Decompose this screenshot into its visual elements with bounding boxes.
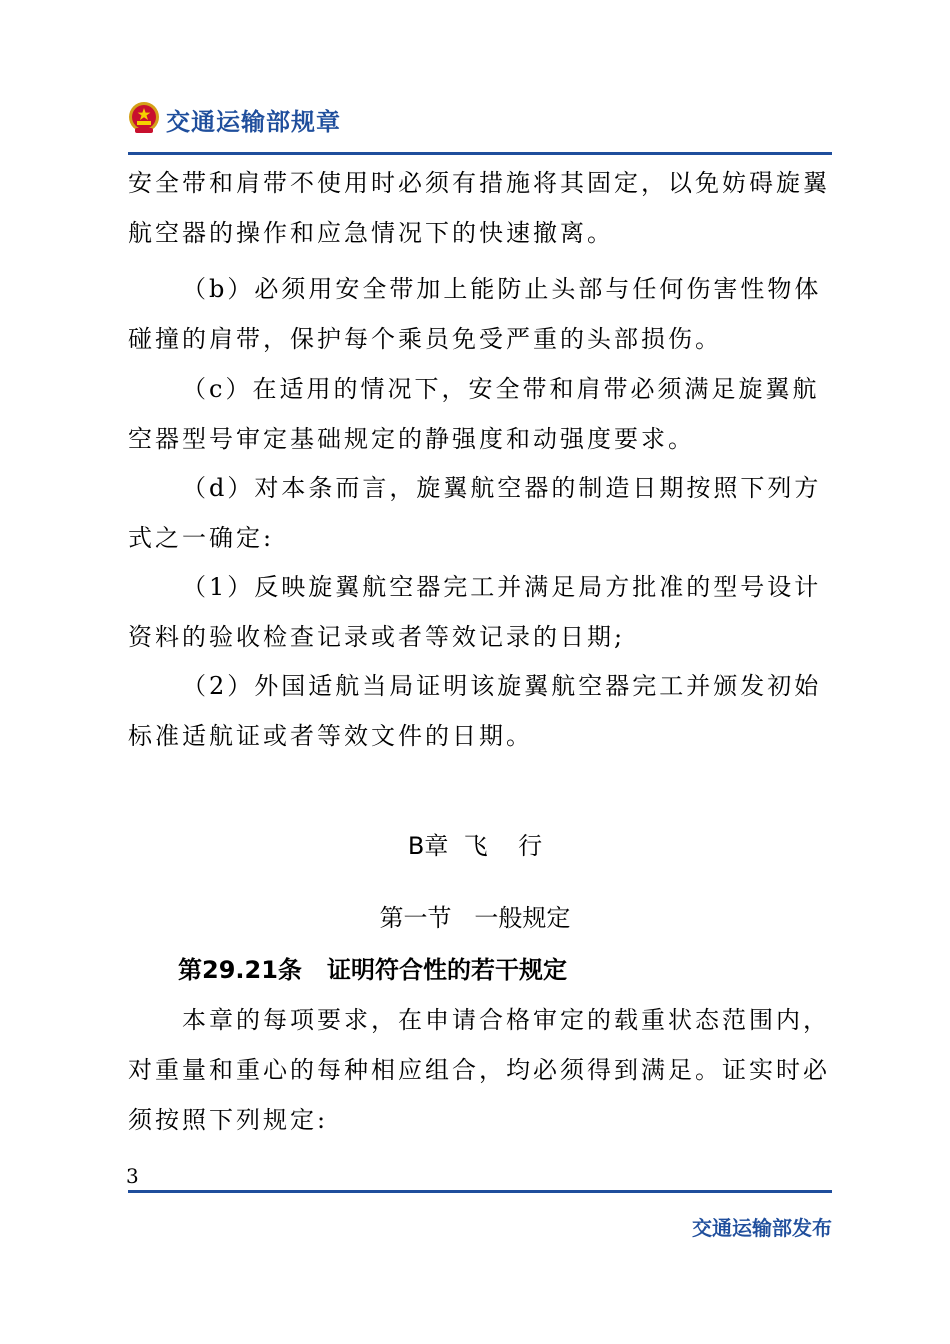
national-emblem-icon: [128, 100, 160, 136]
paragraph: （2）外国适航当局证明该旋翼航空器完工并颁发初始标准适航证或者等效文件的日期。: [128, 672, 822, 750]
paragraph: 安全带和肩带不使用时必须有措施将其固定，以免妨碍旋翼航空器的操作和应急情况下的快速撤离。: [128, 169, 830, 247]
paragraph: （d）对本条而言，旋翼航空器的制造日期按照下列方式之一确定:: [128, 474, 822, 552]
page-header: [128, 96, 832, 156]
paragraph: （1）反映旋翼航空器完工并满足局方批准的型号设计资料的验收检查记录或者等效记录的日期;: [128, 573, 822, 651]
chapter-heading: B章 飞 行: [407, 832, 543, 860]
article-paragraph: 本章的每项要求，在申请合格审定的载重状态范围内，对重量和重心的每种相应组合，均必须得到满足。证实时必须按照下列规定:: [128, 1006, 830, 1134]
page-number: 3: [126, 1164, 139, 1188]
paragraph: （b）必须用安全带加上能防止头部与任何伤害性物体碰撞的肩带，保护每个乘员免受严重的头部损伤。: [128, 275, 822, 353]
footer-publisher: 交通运输部发布: [692, 1216, 832, 1240]
article-heading: 第29.21条 证明符合性的若干规定: [178, 956, 567, 984]
section-heading: 第一节 一般规定: [379, 904, 571, 932]
paragraph: （c）在适用的情况下，安全带和肩带必须满足旋翼航空器型号审定基础规定的静强度和动强度要求。: [128, 375, 820, 453]
header-divider: [128, 152, 832, 155]
footer-divider: [128, 1190, 832, 1193]
header-title: 交通运输部规章: [166, 108, 341, 136]
